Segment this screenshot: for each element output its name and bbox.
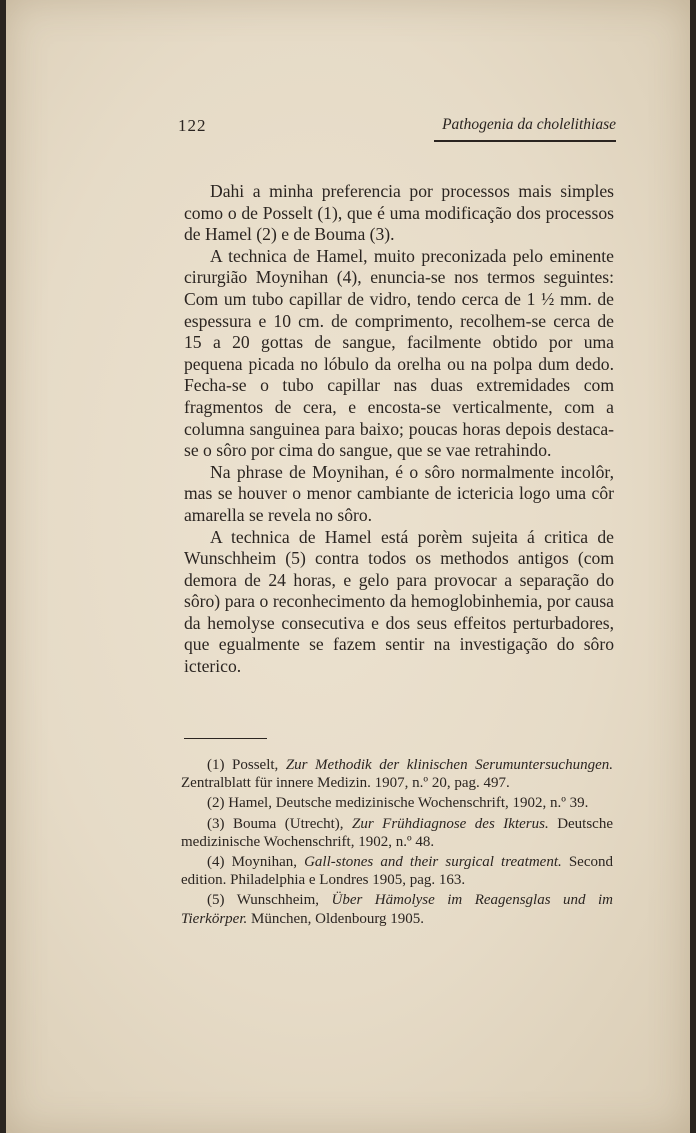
footnote [181,891,613,927]
footnote [181,794,613,812]
footnote-title: Gall-stones and their surgical treatment. [304,854,562,871]
footnotes [181,756,613,930]
footnote-text: (2) Hamel, Deutsche medizinische Wochenschrift, 1902, n.º 39. [207,795,589,812]
body-text [184,181,614,678]
paragraph: A technica de Hamel, muito preconizada pelo eminente cirurgião Moynihan (4), enuncia-se nos termos seguintes: Com um tubo capillar de vidro, tendo cerca de 1 ½ mm. de espessura e 10 cm. de comprimento, recolhem-se cerca de 15 a 20 gottas de sangue, facilmente obtido por uma pequena picada no lóbulo da orelha ou na polpa dum dedo. Fecha-se o tubo capillar nas duas extremidades com fragmentos de cera, e encosta-se verticalmente, com a columna sanguinea para baixo; poucas horas depois destaca-se o sôro por cima do sangue, que se vae retrahindo. [184,245,614,461]
footnote [181,815,613,851]
page-number: 122 [178,116,207,135]
footnote-text: Deutsche medizinische Wochenschrift, 1902, n.º 48. [181,815,613,850]
footnote [181,853,613,889]
footnote-text: Zentralblatt für innere Medizin. 1907, n.º 20, pag. 497. [181,775,510,792]
footnote-title: Über Hämolyse im Reagensglas und im Tierkörper. [181,892,614,927]
book-page [6,0,690,1133]
footnote-text: (1) Posselt, [207,757,286,773]
footnote [181,756,613,792]
running-title: Pathogenia da cholelithiase [442,116,616,133]
paragraph: Na phrase de Moynihan, é o sôro normalmente incolôr, mas se houver o menor cambiante de ictericia logo uma côr amarella se revela no sôro. [184,461,614,525]
paragraph: Dahi a minha preferencia por processos mais simples como o de Posselt (1), que é uma modificação dos processos de Hamel (2) e de Bouma (3). [184,181,614,245]
footnote-text: Second edition. Philadelphia e Londres 1905, pag. 163. [181,854,613,889]
header-rule [434,140,616,142]
footnote-text: (3) Bouma (Utrecht), [207,815,352,832]
footnote-separator [184,738,267,739]
footnote-text: (5) Wunschheim, [207,892,332,909]
footnote-title: Zur Methodik der klinischen Serumuntersuchungen. [285,757,614,773]
footnote-title: Zur Frühdiagnose des Ikterus. [352,815,549,832]
page-header [178,116,616,140]
paragraph: A technica de Hamel está porèm sujeita á critica de Wunschheim (5) contra todos os methodos antigos (com demora de 24 horas, e gelo para provocar a separação do sôro) para o reconhecimento da hemoglobinhemia, por causa da hemolyse consecutiva e dos seus effeitos perturbadores, que egualmente se fazem sentir na investigação do sôro icterico. [184,526,614,677]
footnote-text: München, Oldenbourg 1905. [247,910,425,927]
footnote-text: (4) Moynihan, [207,854,305,871]
